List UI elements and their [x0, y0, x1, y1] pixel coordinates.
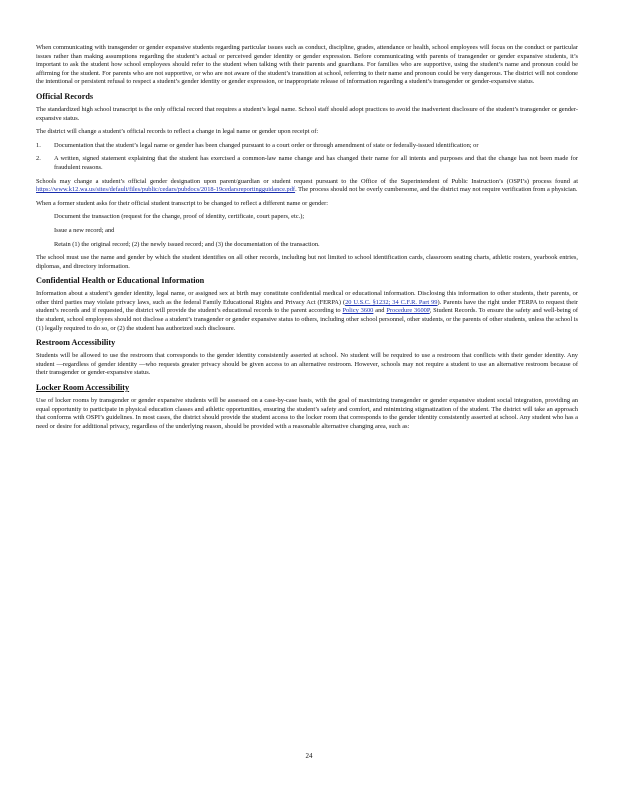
- bullet-item: [36, 241, 578, 250]
- intro-paragraph: When communicating with transgender or gender expansive students regarding particular issues such as conduct, discipline, grades, attendance or health, school employees will focus on the conduct or particular issues rather than making assumptions regarding the student’s actual or perceived gender identity or gender expression. Before communicating with parents of transgender or gender expansive students, it’s important to ask the student how school employees should refer to the student when talking with their parents and guardians. For families who are supportive, using the student’s name and pronoun could be affirming for the student. For parents who are not supportive, or who are not aware of the student’s transition at school, referring to their name and pronoun could be very dangerous. The district will not condone the intentional or persistent refusal to respect a student’s gender identity or gender expression, or inappropriate release of information regarding a student’s transgender or gender-expansive status.: [36, 44, 578, 86]
- restroom-heading: Restroom Accessibility: [36, 338, 116, 348]
- policy-3600-link[interactable]: Policy 3600: [342, 307, 374, 315]
- bullet-text: Issue a new record; and: [54, 226, 115, 234]
- bullet-icon: [36, 241, 54, 250]
- locker-room-paragraph: Use of locker rooms by transgender or gender expansive students will be assessed on a case-by-case basis, with the goal of maximizing transgender or gender expansive student social integration, providing an equal opportunity to participate in physical education classes and athletic opportunities, ensuring the student’s safety and comfort, and minimizing stigmatization of the student. The district will take an approach that conforms with OSPI’s guidelines. In most cases, the district should provide the student access to the locker room that corresponds to the gender identity consistently asserted at school. Any student who has a need or desire for additional privacy, regardless of the underlying reason, should be provided with a reasonable alternative changing area, such as:: [36, 397, 578, 430]
- list-number: 1.: [36, 141, 41, 149]
- list-text: A written, signed statement explaining that the student has exercised a common-law name change and has changed their name for all intents and purposes and that the change has not been made for fraudulent reasons.: [54, 155, 578, 171]
- and-text: and: [375, 307, 385, 315]
- official-records-heading: Official Records: [36, 91, 94, 101]
- usc-citation-link[interactable]: 20 U.S.C. §1232; 34 C.F.R. Part 99: [345, 298, 438, 306]
- bullet-icon: [36, 227, 54, 236]
- confidential-text-mid: ). Parents have the right under FERPA to request their student’s records and if requested, the district will provide the student’s educational records to the parent according to: [36, 298, 579, 315]
- bullet-icon: [36, 213, 54, 222]
- ospi-text: Schools may change a student’s official gender designation upon parent/guardian or student request pursuant to the Office of the Superintendent of Public Instruction’s (OSPI’s) process found at: [36, 177, 578, 185]
- official-records-paragraph-5: The school must use the name and gender by which the student identifies on all other records, including but not limited to school identification cards, classroom seating charts, athletic rosters, yearbook entries, diplomas, and directory information.: [36, 254, 578, 270]
- list-text: Documentation that the student’s legal name or gender has been changed pursuant to a court order or through amendment of state or federally-issued identification; or: [54, 141, 479, 149]
- locker-room-heading: Locker Room Accessibility: [36, 383, 130, 393]
- bullet-item: [36, 227, 578, 236]
- confidential-text: Information about a student’s gender identity, legal name, or assigned sex at birth may constitute confidential medical or educational information. Disclosing this information to other students, their parents, or other third parties may violate privacy laws, such as the federal Family Educational Rights and Privacy Act (FERPA) (: [36, 290, 578, 306]
- official-records-paragraph-1: The standardized high school transcript is the only official record that requires a student’s legal name. School staff should adopt practices to avoid the inadvertent disclosure of the student’s transgender or gender-expansive status.: [36, 105, 578, 122]
- list-item: [36, 142, 578, 151]
- official-records-paragraph-4: When a former student asks for their official student transcript to be changed to reflect a different name or gender:: [36, 199, 329, 207]
- procedure-3600p-link[interactable]: Procedure 3600P: [386, 307, 430, 315]
- ospi-text-tail: . The process should not be overly cumbersome, and the district may not require verification from a physician.: [295, 186, 578, 194]
- ospi-guidance-link[interactable]: https://www.k12.wa.us/sites/default/files/public/cedars/pubdocs/2018-19cedarsreportingguidance.pdf: [36, 186, 296, 194]
- document-page: [36, 44, 578, 431]
- official-records-paragraph-2: The district will change a student’s official records to reflect a change in legal name or gender upon receipt of:: [36, 128, 319, 136]
- bullet-text: Retain (1) the original record; (2) the newly issued record; and (3) the documentation of the transaction.: [54, 240, 320, 248]
- bullet-text: Document the transaction (request for the change, proof of identity, certificate, court papers, etc.);: [54, 213, 305, 221]
- confidential-text-tail: , Student Records. To ensure the safety and well-being of the student, school employees should not disclose a student’s transgender or gender expansive status to others, including other school personnel, other students, or the parents of other students, unless the school is (1) legally required to do so, or (2) the student has authorized such disclosure.: [36, 307, 578, 332]
- bullet-item: [36, 213, 578, 222]
- confidential-paragraph: [36, 290, 578, 333]
- restroom-paragraph: Students will be allowed to use the restroom that corresponds to the gender identity consistently asserted at school. No student will be required to use a restroom that conflicts with their gender identity. Any student —regardless of gender identity —who requests greater privacy should be given access to an alternative restroom. However, schools may not require a student to use an alternative restroom because of their transgender or gender-expansive status.: [36, 352, 578, 377]
- list-number: 2.: [36, 155, 41, 163]
- confidential-heading: Confidential Health or Educational Information: [36, 276, 205, 286]
- list-item: [36, 155, 578, 172]
- official-records-paragraph-3: [36, 178, 578, 195]
- page-number: 24: [305, 752, 313, 760]
